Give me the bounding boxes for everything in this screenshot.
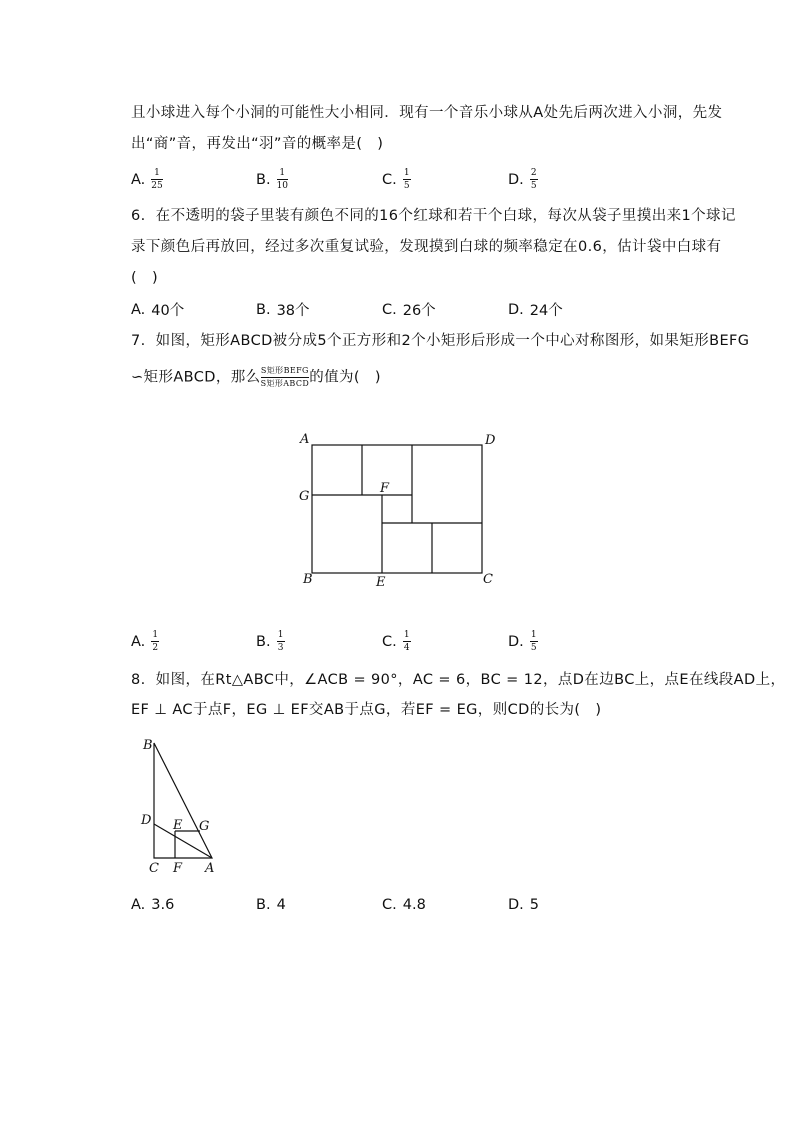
q8-option-a[interactable] <box>131 897 174 913</box>
q8-text-line-2: EF ⊥ AC于点F，EG ⊥ EF交AB于点G，若EF = EG，则CD的长为( ) <box>131 702 602 718</box>
rect-abcd <box>312 445 482 573</box>
label-d: D <box>485 433 496 448</box>
option-text: 38个 <box>276 303 310 319</box>
q5-option-d[interactable] <box>508 168 538 191</box>
label-b: B <box>303 572 313 587</box>
q7-area-ratio-fraction <box>261 366 310 389</box>
q7-text-line-2 <box>131 366 381 389</box>
label-a: A <box>205 861 215 876</box>
label-e: E <box>376 575 386 590</box>
q5-option-b[interactable] <box>256 168 288 191</box>
q6-text-line-1 <box>131 206 736 226</box>
q7-line-2-pre: ∽矩形ABCD，那么 <box>131 369 261 386</box>
q7-option-a[interactable] <box>131 630 159 653</box>
q8-text-line-1 <box>131 670 785 690</box>
option-letter: C. <box>382 897 397 913</box>
label-f: F <box>380 481 390 496</box>
q6-option-b[interactable] <box>256 299 310 320</box>
q7-line-1-text: 如图，矩形ABCD被分成5个正方形和2个小矩形后形成一个中心对称图形，如果矩形BEFG <box>155 333 750 349</box>
option-letter: D. <box>508 301 524 318</box>
q7-frac-den: S矩形ABCD <box>260 379 310 388</box>
option-fraction: $\frac{1}{4}$ <box>403 630 410 653</box>
q8-option-c[interactable] <box>382 897 426 913</box>
label-a: A <box>300 432 310 447</box>
option-fraction: $\frac{1}{10}$ <box>276 168 289 191</box>
option-letter: C. <box>382 633 397 650</box>
q8-line-1-text: 如图，在Rt△ABC中，∠ACB = 90°，AC = 6，BC = 12，点D在边BC上，点E在线段AD上， <box>155 672 786 688</box>
option-letter: A. <box>131 171 146 188</box>
option-text: 40个 <box>151 303 185 319</box>
option-letter: A. <box>131 897 146 913</box>
option-letter: B. <box>256 171 271 188</box>
q6-option-c[interactable] <box>382 299 436 320</box>
label-c: C <box>149 861 159 876</box>
q7-options <box>131 630 691 654</box>
q5-text-line-2: 出“商”音，再发出“羽”音的概率是( ) <box>131 136 384 152</box>
q8-number: 8. <box>131 672 146 688</box>
option-fraction: $\frac{1}{3}$ <box>277 630 284 653</box>
option-fraction: $\frac{1}{5}$ <box>403 168 410 191</box>
q6-number: 6. <box>131 208 146 224</box>
option-text: 4.8 <box>402 897 426 913</box>
q5-options <box>131 168 691 192</box>
option-letter: B. <box>256 633 271 650</box>
q7-number: 7. <box>131 333 146 349</box>
q6-text-line-2: 录下颜色后再放回，经过多次重复试验，发现摸到白球的频率稳定在0.6，估计袋中白球有 <box>131 239 722 255</box>
q7-option-d[interactable] <box>508 630 538 653</box>
q6-line-1-text: 在不透明的袋子里装有颜色不同的16个红球和若干个白球，每次从袋子里摸出来1个球记 <box>155 208 736 224</box>
option-letter: C. <box>382 301 397 318</box>
option-text: 5 <box>529 897 540 913</box>
label-d: D <box>141 813 152 828</box>
option-text: 26个 <box>402 303 436 319</box>
q7-line-2-post: 的值为( ) <box>309 369 381 386</box>
label-b: B <box>143 738 153 753</box>
q6-options <box>131 299 691 323</box>
q7-frac-num: S矩形BEFG <box>260 366 309 375</box>
option-letter: D. <box>508 171 524 188</box>
label-e: E <box>173 818 183 833</box>
q8-triangle-figure <box>135 735 230 880</box>
q6-option-a[interactable] <box>131 299 184 320</box>
q7-option-b[interactable] <box>256 630 285 653</box>
q7-option-c[interactable] <box>382 630 411 653</box>
option-letter: B. <box>256 301 271 318</box>
option-letter: D. <box>508 897 524 913</box>
q7-text-line-1 <box>131 331 749 351</box>
label-f: F <box>173 861 183 876</box>
label-c: C <box>483 572 493 587</box>
q8-option-b[interactable] <box>256 897 286 913</box>
q6-option-d[interactable] <box>508 299 563 320</box>
q5-text-line-1: 且小球进入每个小洞的可能性大小相同．现有一个音乐小球从A处先后两次进入小洞，先发 <box>131 105 723 121</box>
option-letter: A. <box>131 301 146 318</box>
q8-options <box>131 897 691 921</box>
q6-text-line-3: ( ) <box>131 270 159 286</box>
option-letter: A. <box>131 633 146 650</box>
q7-rectangle-figure <box>290 425 505 595</box>
option-letter: D. <box>508 633 524 650</box>
q8-option-d[interactable] <box>508 897 539 913</box>
option-fraction: $\frac{2}{5}$ <box>530 168 537 191</box>
option-fraction: $\frac{1}{2}$ <box>152 630 159 653</box>
option-text: 3.6 <box>151 897 175 913</box>
option-text: 24个 <box>529 303 563 319</box>
q5-option-c[interactable] <box>382 168 411 191</box>
label-g: G <box>299 489 310 504</box>
label-g: G <box>199 819 210 834</box>
q5-option-a[interactable] <box>131 168 163 191</box>
option-fraction: $\frac{1}{25}$ <box>151 168 163 191</box>
option-fraction: $\frac{1}{5}$ <box>530 630 537 653</box>
option-letter: B. <box>256 897 271 913</box>
option-text: 4 <box>276 897 286 913</box>
option-letter: C. <box>382 171 397 188</box>
